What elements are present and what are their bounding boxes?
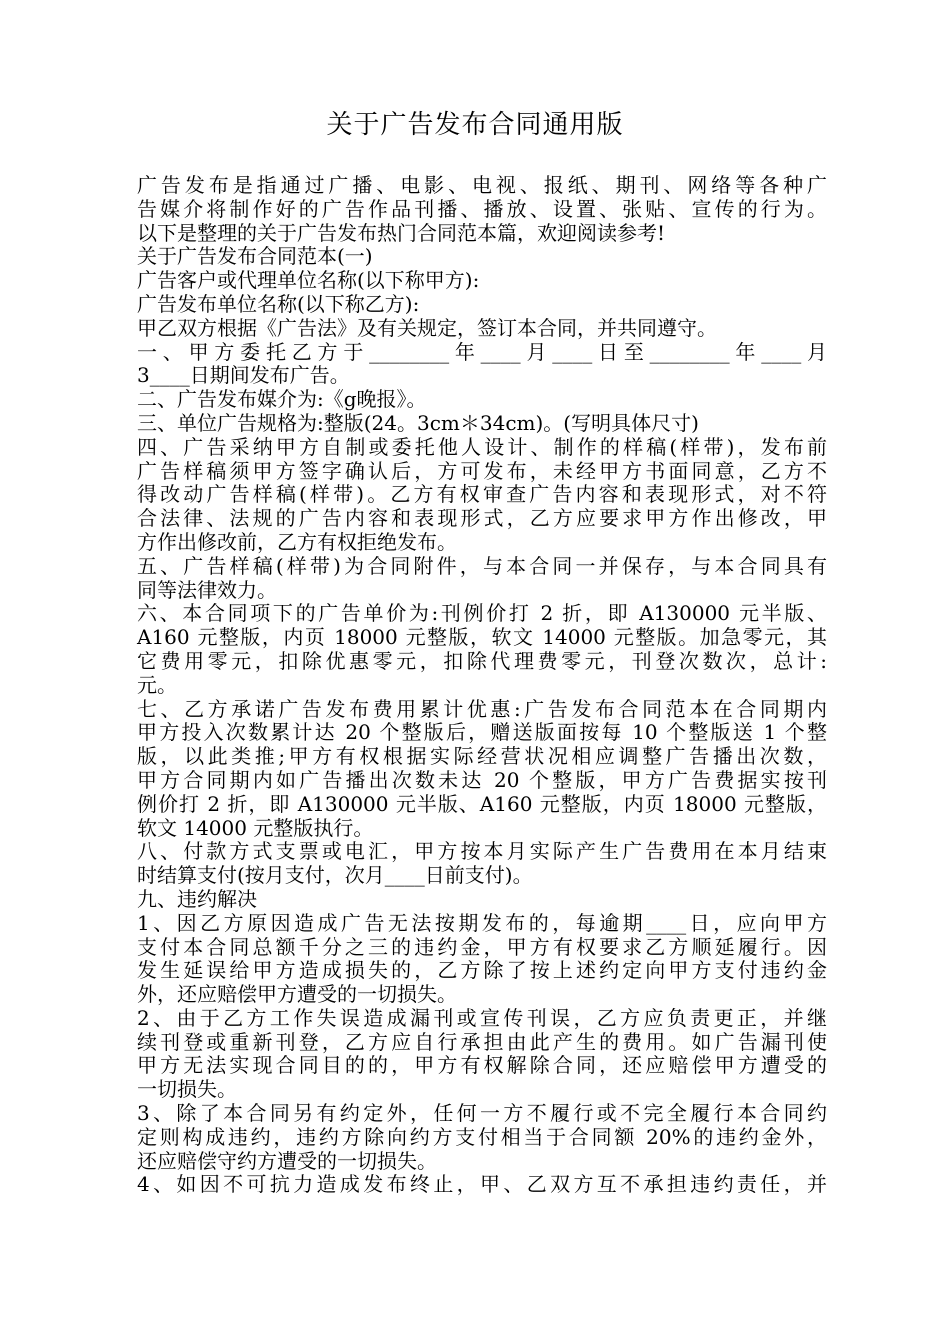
document-title: 关于广告发布合同通用版 — [326, 110, 624, 140]
text-line: 还应赔偿守约方遭受的一切损失。 — [137, 1148, 437, 1173]
text-line: 广告客户或代理单位名称(以下称甲方): — [137, 268, 480, 293]
text-line: 得改动广告样稿(样带)。乙方有权审查广告内容和表现形式，对不符 — [137, 482, 827, 507]
text-line: 软文 14000 元整版执行。 — [137, 815, 374, 840]
text-line: 七、乙方承诺广告发布费用累计优惠:广告发布合同范本在合同期内 — [137, 696, 827, 721]
text-line: 元。 — [137, 672, 177, 697]
text-line: 三、单位广告规格为:整版(24。3cm＊34cm)。(写明具体尺寸) — [137, 410, 699, 435]
text-line: 外，还应赔偿甲方遭受的一切损失。 — [137, 982, 457, 1007]
text-line: 关于广告发布合同范本(一) — [137, 244, 373, 269]
text-line: 3____日期间发布广告。 — [137, 363, 350, 388]
text-line: 2、由于乙方工作失误造成漏刊或宣传刊误，乙方应负责更正，并继 — [137, 1005, 827, 1030]
text-line: 广告发布单位名称(以下称乙方): — [137, 291, 420, 316]
text-line: 同等法律效力。 — [137, 577, 277, 602]
text-line: 广告样稿须甲方签字确认后，方可发布，未经甲方书面同意，乙方不 — [137, 458, 827, 483]
text-line: 版，以此类推;甲方有权根据实际经营状况相应调整广告播出次数， — [137, 744, 827, 769]
text-line: 广告发布是指通过广播、电影、电视、报纸、期刊、网络等各种广 — [137, 173, 827, 197]
text-line: 六、本合同项下的广告单价为:刊例价打 2 折，即 A130000 元半版、 — [137, 601, 827, 626]
text-line: 例价打 2 折，即 A130000 元半版、A160 元整版，内页 18000 元整版， — [137, 791, 827, 816]
text-line: 五、广告样稿(样带)为合同附件，与本合同一并保存，与本合同具有 — [137, 553, 827, 578]
text-line: 它费用零元，扣除优惠零元，扣除代理费零元，刊登次数次，总计: — [137, 648, 827, 673]
text-line: 一切损失。 — [137, 1077, 237, 1102]
text-line: 甲方投入次数累计达 20 个整版后，赠送版面按每 10 个整版送 1 个整 — [137, 720, 827, 745]
text-line: 续刊登或重新刊登，乙方应自行承担由此产生的费用。如广告漏刊使 — [137, 1029, 827, 1054]
text-line: 3、除了本合同另有约定外，任何一方不履行或不完全履行本合同约 — [137, 1101, 827, 1126]
text-line: 支付本合同总额千分之三的违约金，甲方有权要求乙方顺延履行。因 — [137, 934, 827, 959]
text-line: 告媒介将制作好的广告作品刊播、播放、设置、张贴、宣传的行为。 — [137, 196, 827, 221]
text-line: 八、付款方式支票或电汇，甲方按本月实际产生广告费用在本月结束 — [137, 839, 827, 864]
text-line: 合法律、法规的广告内容和表现形式，乙方应要求甲方作出修改，甲 — [137, 506, 827, 531]
text-line: 发生延误给甲方造成损失的，乙方除了按上述约定向甲方支付违约金 — [137, 958, 827, 983]
text-line: 4、如因不可抗力造成发布终止，甲、乙双方互不承担违约责任，并 — [137, 1172, 827, 1197]
text-line: 时结算支付(按月支付，次月____日前支付)。 — [137, 863, 533, 888]
text-line: 一、甲方委托乙方于________年____月____日至________年____月 — [137, 339, 827, 364]
text-line: 四、广告采纳甲方自制或委托他人设计、制作的样稿(样带)，发布前 — [137, 434, 827, 459]
text-line: 1、因乙方原因造成广告无法按期发布的，每逾期____日，应向甲方 — [137, 910, 827, 935]
text-line: 甲方无法实现合同目的的，甲方有权解除合同，还应赔偿甲方遭受的 — [137, 1053, 827, 1078]
text-line: 九、违约解决 — [137, 886, 257, 911]
text-line: A160 元整版，内页 18000 元整版，软文 14000 元整版。加急零元，其 — [137, 625, 827, 650]
text-line: 定则构成违约，违约方除向约方支付相当于合同额 20%的违约金外， — [137, 1124, 827, 1149]
text-line: 以下是整理的关于广告发布热门合同范本篇，欢迎阅读参考! — [137, 220, 666, 245]
text-line: 二、广告发布媒介为:《g晚报》。 — [137, 387, 427, 412]
text-line: 甲乙双方根据《广告法》及有关规定，签订本合同，并共同遵守。 — [137, 315, 717, 340]
text-line: 甲方合同期内如广告播出次数未达 20 个整版，甲方广告费据实按刊 — [137, 767, 827, 792]
text-line: 方作出修改前，乙方有权拒绝发布。 — [137, 529, 457, 554]
document-body — [137, 174, 827, 1197]
